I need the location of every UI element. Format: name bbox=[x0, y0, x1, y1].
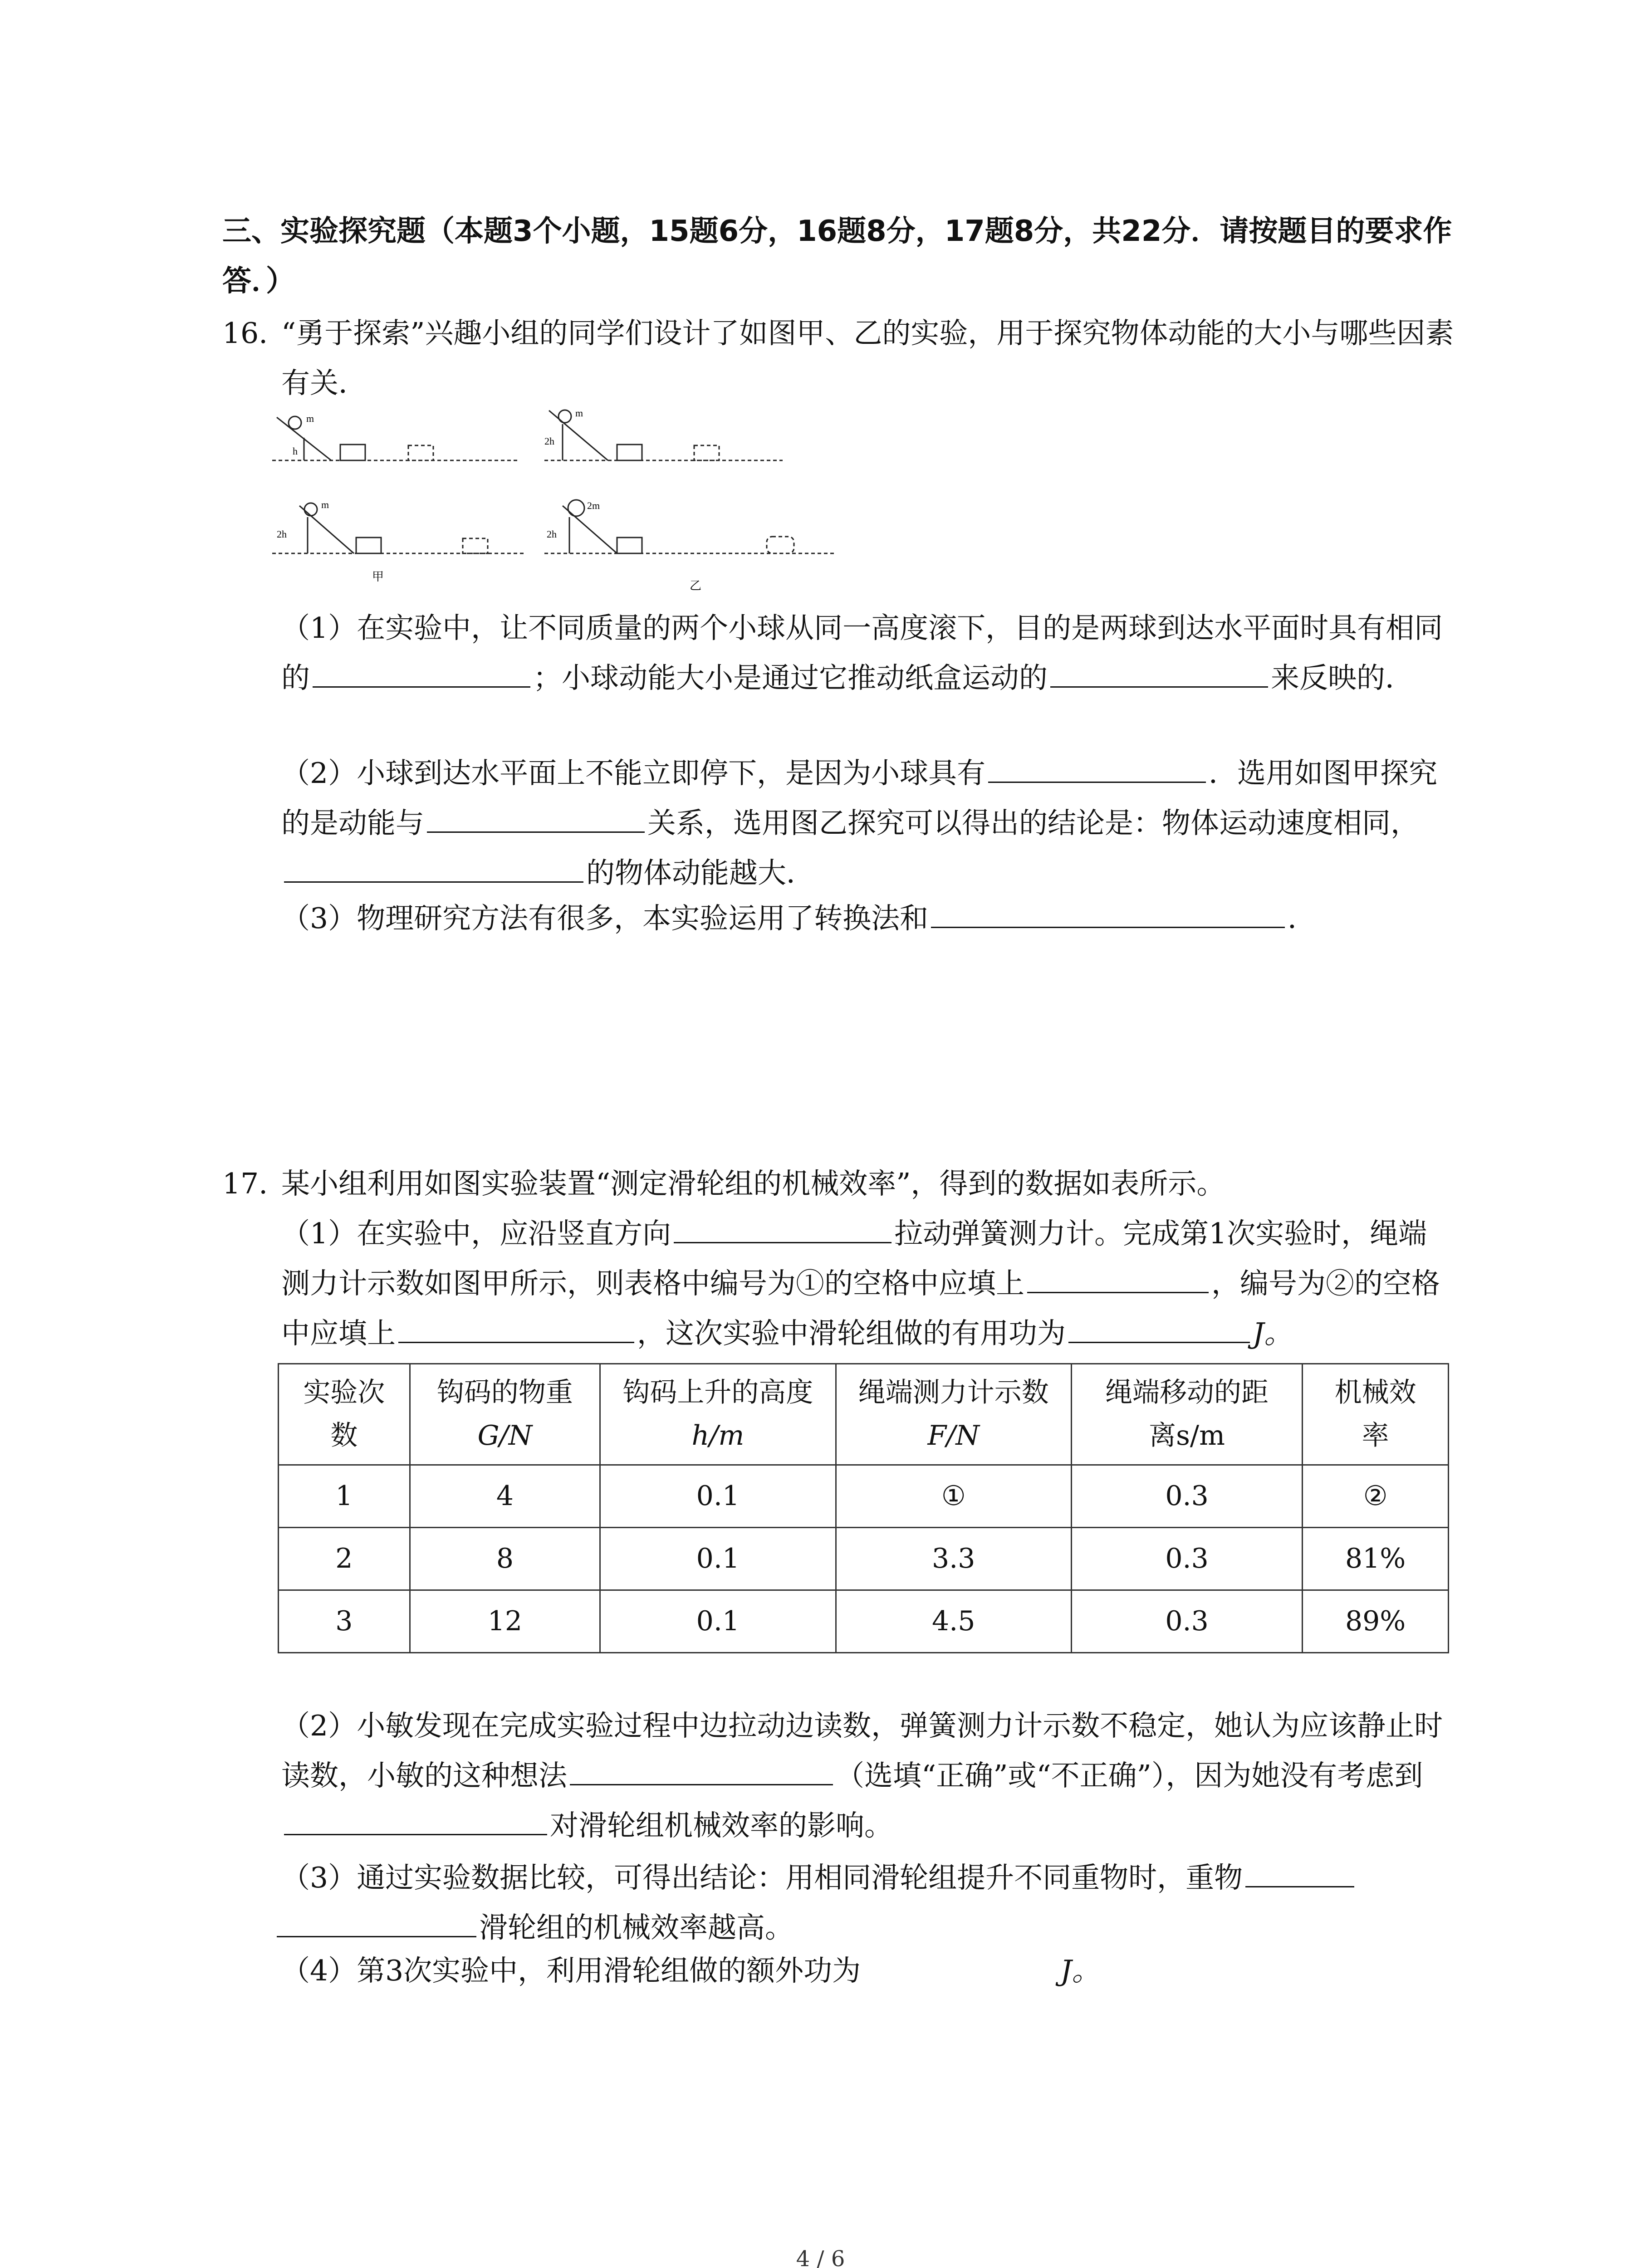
table-cell: 8 bbox=[410, 1528, 600, 1590]
label-m: m bbox=[575, 407, 583, 419]
table-cell: 1 bbox=[279, 1465, 410, 1528]
answer-blank[interactable] bbox=[1068, 1316, 1250, 1343]
answer-blank[interactable] bbox=[988, 756, 1206, 783]
table-header: 钩码的物重 G/N bbox=[410, 1364, 600, 1465]
q17-part4: （4）第3次实验中，利用滑轮组做的额外功为 J。 bbox=[281, 1954, 1101, 1987]
q16-part2: （2）小球到达水平面上不能立即停下，是因为小球具有 ．选用如图甲探究的是动能与 关系，选用图乙探究可以得出的结论是：物体运动速度相同，的物体动能越大． bbox=[281, 757, 1438, 890]
answer-blank[interactable] bbox=[1245, 1860, 1354, 1887]
table-cell: 12 bbox=[410, 1590, 600, 1653]
table-row bbox=[279, 1528, 1449, 1590]
table-cell: 0.1 bbox=[600, 1465, 836, 1528]
table-header: 钩码上升的高度 h/m bbox=[600, 1364, 836, 1465]
table-cell: 0.1 bbox=[600, 1528, 836, 1590]
label-2m: 2m bbox=[587, 500, 600, 511]
question-number: 16. bbox=[222, 317, 268, 350]
q17-part3: （3）通过实验数据比较，可得出结论：用相同滑轮组提升不同重物时，重物滑轮组的机械效率越高。 bbox=[281, 1853, 1452, 1953]
q16-part1: （1）在实验中，让不同质量的两个小球从同一高度滚下，目的是两球到达水平面时具有相同的 ；小球动能大小是通过它推动纸盒运动的 来反映的． bbox=[281, 611, 1443, 694]
label-m: m bbox=[321, 499, 329, 510]
section-heading: 三、实验探究题（本题3个小题，15题6分，16题8分，17题8分，共22分．请按题目的要求作答．） bbox=[222, 215, 1452, 298]
answer-blank[interactable] bbox=[427, 806, 645, 833]
answer-blank[interactable] bbox=[284, 855, 583, 883]
question-17 bbox=[222, 1159, 1456, 1209]
question-16 bbox=[222, 308, 1456, 408]
label-h: h bbox=[293, 445, 298, 457]
table-row bbox=[279, 1590, 1449, 1653]
table-row bbox=[279, 1465, 1449, 1528]
table-cell: 0.3 bbox=[1071, 1528, 1302, 1590]
label-2h: 2h bbox=[547, 528, 557, 540]
table-cell: 0.1 bbox=[600, 1590, 836, 1653]
label-jia: 甲 bbox=[372, 570, 384, 584]
q17-part2: （2）小敏发现在完成实验过程中边拉动边读数，弹簧测力计示数不稳定，她认为应该静止时读数，小敏的这种想法 （选填“正确”或“不正确”），因为她没有考虑到对滑轮组机械效率的影响。 bbox=[281, 1709, 1443, 1842]
page-number: 4 / 6 bbox=[796, 2246, 845, 2268]
answer-blank[interactable] bbox=[570, 1758, 833, 1785]
table-header: 实验次 数 bbox=[279, 1364, 410, 1465]
label-2h: 2h bbox=[277, 528, 287, 540]
answer-blank[interactable] bbox=[674, 1216, 892, 1243]
q17-part1: （1）在实验中，应沿竖直方向 拉动弹簧测力计。完成第1次实验时，绳端测力计示数如图甲所示，则表格中编号为①的空格中应填上 ，编号为②的空格中应填上 ，这次实验中滑轮组做的有用功为 J。 bbox=[281, 1217, 1440, 1350]
question-intro: 某小组利用如图实验装置“测定滑轮组的机械效率”，得到的数据如表所示。 bbox=[281, 1167, 1225, 1200]
table-cell: 3.3 bbox=[836, 1528, 1071, 1590]
answer-blank[interactable] bbox=[1050, 660, 1268, 688]
answer-blank[interactable] bbox=[398, 1316, 634, 1343]
answer-blank[interactable] bbox=[313, 660, 530, 688]
table-cell: 2 bbox=[279, 1528, 410, 1590]
answer-blank[interactable] bbox=[931, 901, 1285, 928]
answer-blank[interactable] bbox=[1027, 1266, 1209, 1293]
question-intro: “勇于探索”兴趣小组的同学们设计了如图甲、乙的实验，用于探究物体动能的大小与哪些因素有关． bbox=[281, 317, 1454, 400]
table-cell: 3 bbox=[279, 1590, 410, 1653]
label-yi: 乙 bbox=[690, 579, 702, 593]
table-cell: 0.3 bbox=[1071, 1590, 1302, 1653]
question-number: 17. bbox=[222, 1167, 268, 1200]
efficiency-table bbox=[278, 1363, 1449, 1653]
table-cell: ① bbox=[836, 1465, 1071, 1528]
kinetic-energy-figure bbox=[272, 404, 844, 599]
table-cell: 89% bbox=[1303, 1590, 1449, 1653]
table-header-row bbox=[279, 1364, 1449, 1465]
label-m: m bbox=[306, 413, 314, 424]
table-cell: 81% bbox=[1303, 1528, 1449, 1590]
q16-part3: （3）物理研究方法有很多，本实验运用了转换法和 ． bbox=[281, 902, 1317, 935]
table-header: 绳端移动的距 离s/m bbox=[1071, 1364, 1302, 1465]
table-cell: ② bbox=[1303, 1465, 1449, 1528]
table-header: 机械效 率 bbox=[1303, 1364, 1449, 1465]
table-cell: 0.3 bbox=[1071, 1465, 1302, 1528]
label-2h: 2h bbox=[544, 435, 554, 447]
table-cell: 4 bbox=[410, 1465, 600, 1528]
table-cell: 4.5 bbox=[836, 1590, 1071, 1653]
table-header: 绳端测力计示数 F/N bbox=[836, 1364, 1071, 1465]
answer-blank[interactable] bbox=[277, 1910, 476, 1937]
answer-blank[interactable] bbox=[284, 1808, 547, 1835]
